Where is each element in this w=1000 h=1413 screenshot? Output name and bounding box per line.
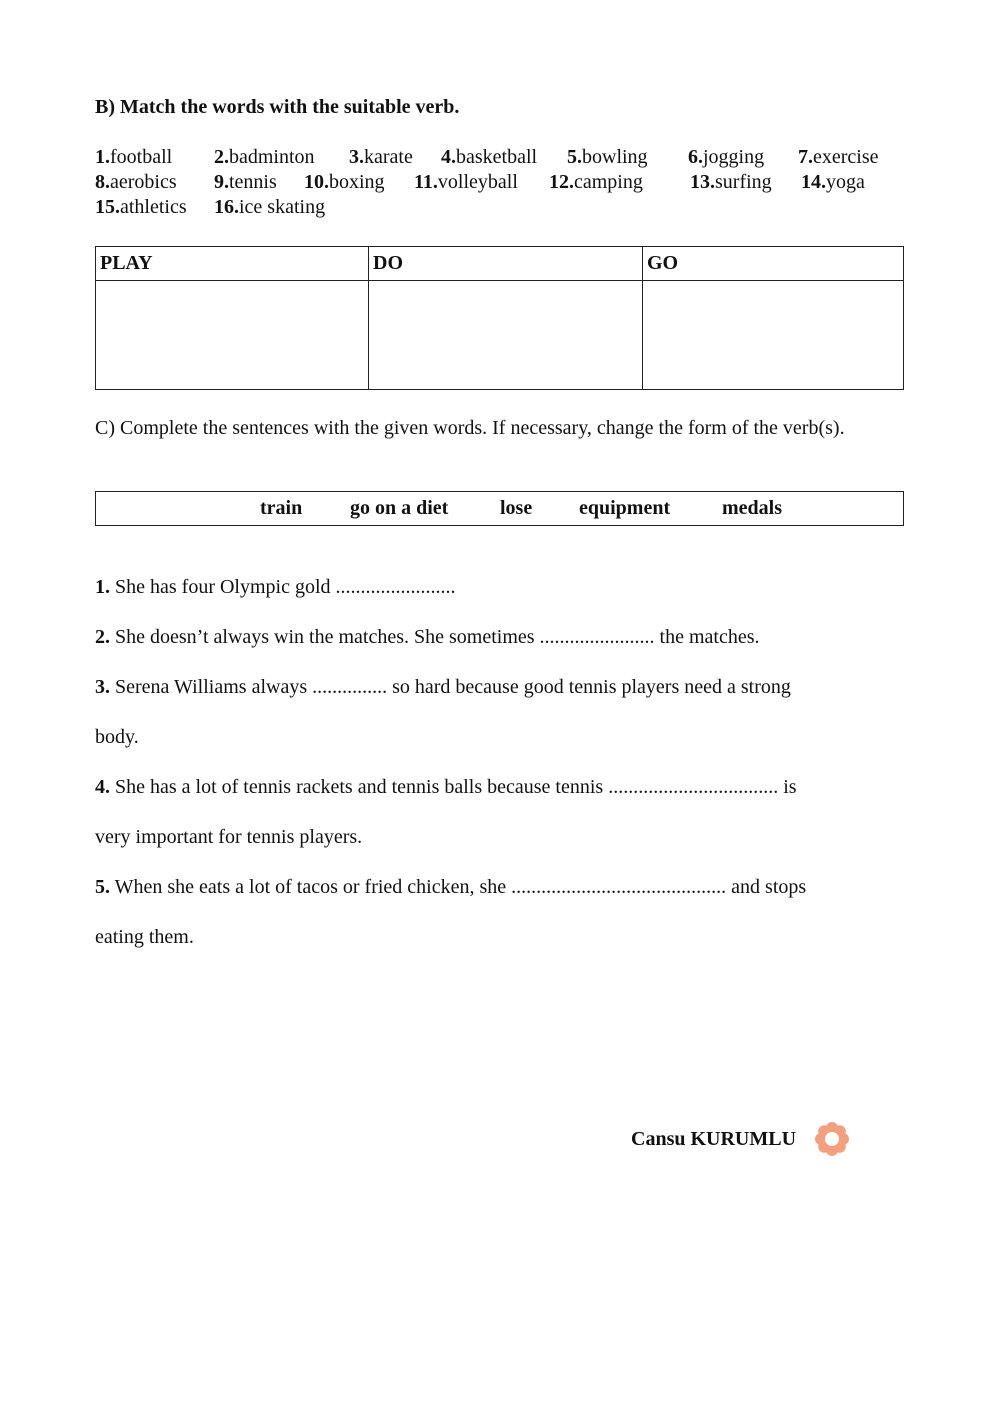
sentence-5: 5. When she eats a lot of tacos or fried chicken, she ........................................... and stops	[95, 876, 807, 898]
word-item: 6.jogging	[688, 146, 765, 168]
section-b-title: B) Match the words with the suitable verb.	[95, 96, 460, 118]
column-header-do: DO	[369, 247, 643, 281]
sentence-5-continued: eating them.	[95, 926, 194, 948]
verb-match-table	[95, 246, 904, 390]
column-header-play: PLAY	[96, 247, 369, 281]
sentence-3-continued: body.	[95, 726, 139, 748]
sentence-3: 3. Serena Williams always ............... so hard because good tennis players need a strong	[95, 676, 791, 698]
word-bank-item: lose	[500, 497, 533, 519]
word-item: 15.athletics	[95, 196, 187, 218]
sentence-4: 4. She has a lot of tennis rackets and tennis balls because tennis .................................. is	[95, 776, 797, 798]
author-signature: Cansu KURUMLU	[631, 1128, 797, 1150]
sentence-1: 1. She has four Olympic gold ........................	[95, 576, 456, 598]
word-item: 14.yoga	[801, 171, 865, 193]
word-item: 13.surfing	[690, 171, 772, 193]
word-item: 11.volleyball	[414, 171, 518, 193]
word-item: 2.badminton	[214, 146, 315, 168]
word-item: 12.camping	[549, 171, 643, 193]
sentence-4-continued: very important for tennis players.	[95, 826, 363, 848]
flower-icon	[815, 1122, 849, 1156]
word-item: 10.boxing	[304, 171, 385, 193]
word-item: 3.karate	[349, 146, 413, 168]
word-item: 7.exercise	[798, 146, 879, 168]
section-c-title: C) Complete the sentences with the given words. If necessary, change the form of the verb(s).	[95, 417, 845, 439]
word-bank-box	[95, 491, 904, 526]
answer-cell-play[interactable]	[96, 281, 369, 390]
sentence-2: 2. She doesn’t always win the matches. She sometimes ....................... the matches.	[95, 626, 760, 648]
word-bank-item: train	[260, 497, 303, 519]
word-item: 4.basketball	[441, 146, 538, 168]
word-item: 16.ice skating	[214, 196, 326, 218]
word-bank-item: medals	[722, 497, 782, 519]
word-item: 8.aerobics	[95, 171, 177, 193]
word-item: 1.football	[95, 146, 173, 168]
word-item: 9.tennis	[214, 171, 277, 193]
answer-cell-go[interactable]	[643, 281, 904, 390]
answer-cell-do[interactable]	[369, 281, 643, 390]
word-bank-item: go on a diet	[350, 497, 449, 519]
word-bank-item: equipment	[579, 497, 671, 519]
column-header-go: GO	[643, 247, 904, 281]
word-item: 5.bowling	[567, 146, 648, 168]
